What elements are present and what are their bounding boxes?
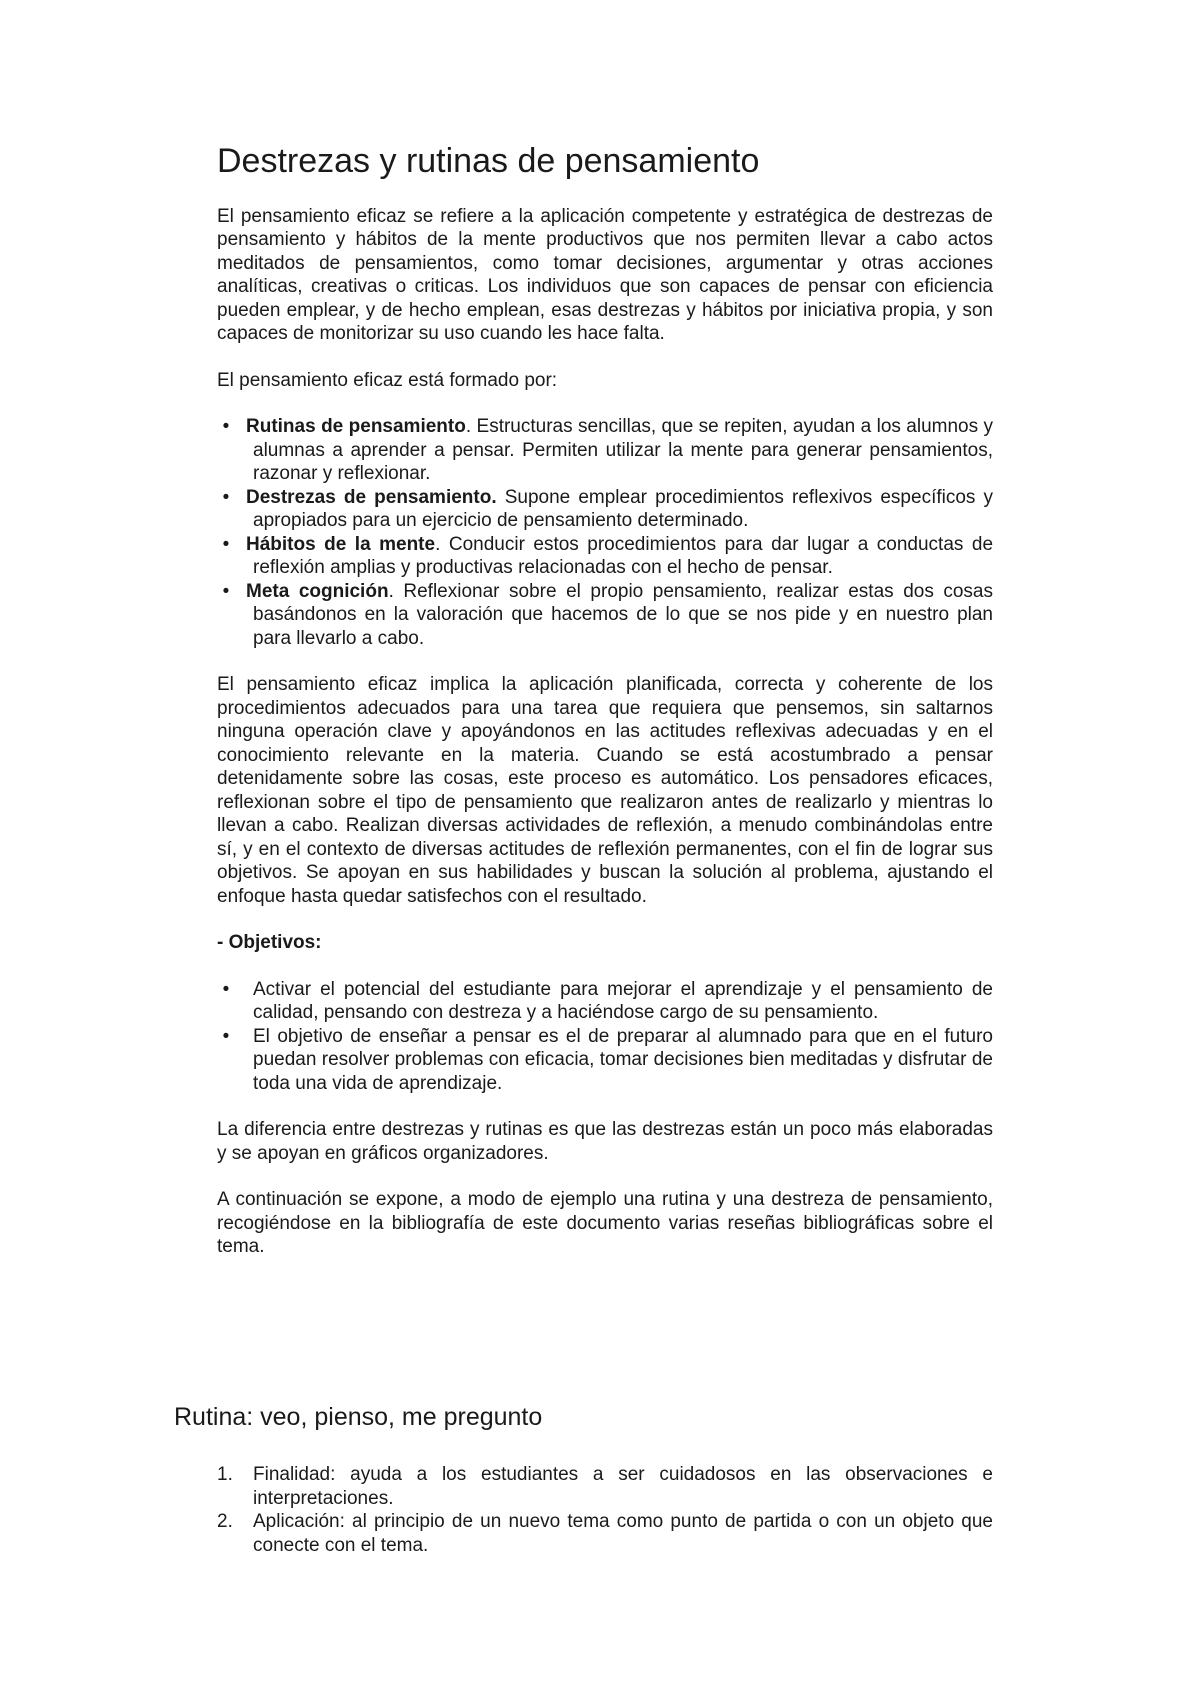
component-separator: . (388, 580, 404, 602)
component-text: Conducir estos procedimientos para dar lugar a conductas de reflexión amplias y productivas relacionadas con el hecho de pensar. (253, 533, 994, 578)
bullet-icon: • (222, 416, 230, 437)
bullet-icon: • (222, 486, 230, 508)
component-separator: . (465, 416, 477, 437)
continuation-paragraph: A continuación se expone, a modo de ejemplo una rutina y una destreza de pensamiento, recogiéndose en la bibliografía de este documento varias reseñas bibliográficas sobre el tema. (217, 1189, 993, 1257)
list-item (217, 486, 993, 533)
intro-paragraph: El pensamiento eficaz se refiere a la aplicación competente y estratégica de destrezas de pensamiento y hábitos de la mente productivos que nos permiten llevar a cabo actos meditados de pensamientos, como tomar decisiones, argumentar y otras acciones analíticas, creativas o criticas. Los individuos que son capaces de pensar con eficiencia pueden emplear, y de hecho emplean, esas destrezas y hábitos por iniciativa propia, y son capaces de monitorizar su uso cuando les hace falta. (217, 205, 993, 344)
difference-paragraph: La diferencia entre destrezas y rutinas es que las destrezas están un poco más elaboradas y se apoyan en gráficos organizadores. (217, 1119, 993, 1164)
component-text: Supone emplear procedimientos reflexivos específicos y apropiados para un ejercicio de pensamiento determinado. (253, 486, 994, 531)
objectives-heading: - Objetivos: (217, 932, 322, 953)
bullet-icon: • (222, 533, 230, 555)
list-item (217, 415, 993, 486)
objective-text: Activar el potencial del estudiante para mejorar el aprendizaje y el pensamiento de calidad, pensando con destreza y a haciéndose cargo de su pensamiento. (253, 978, 993, 1023)
component-separator (497, 487, 505, 508)
components-list (217, 415, 993, 650)
component-term: Hábitos de la mente (246, 533, 436, 555)
routine-items-list (217, 1463, 993, 1557)
objective-text: El objetivo de enseñar a pensar es el de preparar al alumnado para que en el futuro puedan resolver problemas con eficacia, tomar decisiones bien meditadas y disfrutar de toda una vida de aprendizaje. (253, 1025, 993, 1094)
bullet-icon: • (222, 978, 230, 1000)
component-term: Rutinas de pensamiento (246, 416, 466, 437)
routine-section-title: Rutina: veo, pienso, me pregunto (174, 1403, 543, 1431)
list-item (217, 1463, 993, 1510)
item-text: Aplicación: al principio de un nuevo tema como punto de partida o con un objeto que conecte con el tema. (253, 1511, 993, 1556)
component-separator: . (435, 533, 449, 555)
list-item (217, 533, 993, 580)
item-text: Finalidad: ayuda a los estudiantes a ser cuidadosos en las observaciones e interpretaciones. (253, 1464, 993, 1509)
item-number: 2. (217, 1511, 233, 1532)
bullet-icon: • (222, 1025, 230, 1047)
component-term: Meta cognición (246, 580, 389, 602)
list-item (217, 1025, 993, 1096)
item-number: 1. (217, 1464, 233, 1485)
component-text: Estructuras sencillas, que se repiten, ayudan a los alumnos y alumnas a aprender a pensar. Permiten utilizar la mente para generar pensamientos, razonar y reflexionar. (253, 416, 993, 484)
list-item (217, 580, 993, 651)
list-item (217, 1510, 993, 1557)
formed-by-lead: El pensamiento eficaz está formado por: (217, 369, 558, 391)
component-term: Destrezas de pensamiento. (246, 486, 497, 508)
implies-paragraph: El pensamiento eficaz implica la aplicación planificada, correcta y coherente de los procedimientos adecuados para una tarea que requiera que pensemos, sin saltarnos ninguna operación clave y apoyándonos en las actitudes reflexivas adecuadas y en el conocimiento relevante en la materia. Cuando se está acostumbrado a pensar detenidamente sobre las cosas, este proceso es automático. Los pensadores eficaces, reflexionan sobre el tipo de pensamiento que realizaron antes de realizarlo y mientras lo llevan a cabo. Realizan diversas actividades de reflexión, a menudo combinándolas entre sí, y en el contexto de diversas actitudes de reflexión permanentes, con el fin de lograr sus objetivos. Se apoyan en sus habilidades y buscan la solución al problema, ajustando el enfoque hasta quedar satisfechos con el resultado. (217, 674, 993, 907)
document-content (217, 140, 993, 1282)
bullet-icon: • (222, 580, 230, 602)
objectives-list (217, 978, 993, 1096)
page-title: Destrezas y rutinas de pensamiento (217, 142, 760, 180)
component-text: Reflexionar sobre el propio pensamiento, realizar estas dos cosas basándonos en la valoración que hacemos de lo que se nos pide y en nuestro plan para llevarlo a cabo. (253, 580, 993, 649)
list-item (217, 978, 993, 1025)
